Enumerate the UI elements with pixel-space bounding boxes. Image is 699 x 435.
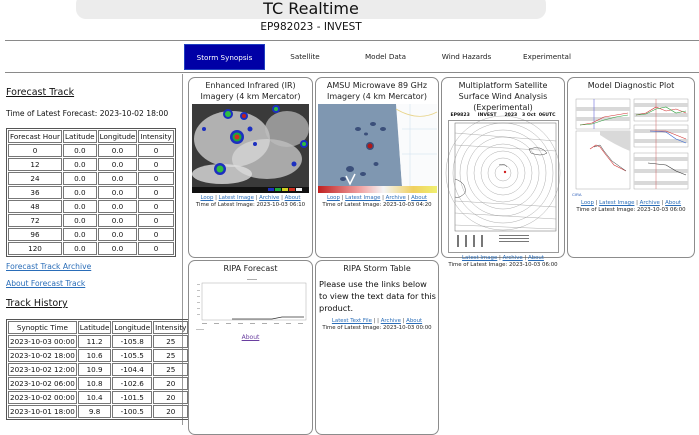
- cell: 2023-10-02 00:00: [10, 393, 75, 402]
- table-row: [8, 349, 188, 362]
- column-header: Latitude: [79, 323, 110, 332]
- cell: 20: [153, 405, 188, 418]
- cell: 0.0: [63, 172, 97, 185]
- tab-experimental[interactable]: Experimental: [523, 52, 571, 61]
- about-link[interactable]: About: [406, 318, 423, 324]
- card-links: Loop | Latest Image | Archive | About: [326, 195, 428, 201]
- cell: 0: [138, 144, 173, 157]
- nav-top-divider: [5, 40, 699, 41]
- cell: -102.6: [112, 377, 152, 390]
- microwave-satellite-image[interactable]: [318, 104, 437, 193]
- ripa-storm-table-card: [315, 260, 439, 435]
- column-header: Intensity: [140, 132, 172, 141]
- column-header: Latitude: [65, 132, 95, 141]
- about-link[interactable]: About: [665, 200, 682, 206]
- cell: 10.9: [78, 363, 112, 376]
- latest-image-time: Time of Latest Image: 2023-10-03 06:00: [576, 207, 686, 213]
- site-title: TC Realtime: [76, 0, 546, 19]
- table-row: [8, 214, 174, 227]
- table-row: [8, 363, 188, 376]
- cell: 0.0: [98, 200, 138, 213]
- cell: 0: [138, 200, 173, 213]
- cell: 0.0: [98, 172, 138, 185]
- latest-image-time: Time of Latest Image: 2023-10-03 06:10: [195, 202, 306, 208]
- forecast-time: Time of Latest Forecast: 2023-10-02 18:00: [6, 109, 169, 118]
- table-row: [8, 158, 174, 171]
- about-link[interactable]: About: [411, 195, 428, 201]
- about-link[interactable]: About: [284, 195, 301, 201]
- archive-link[interactable]: Archive: [639, 200, 660, 206]
- cell: 20: [153, 391, 188, 404]
- card-title: Enhanced Infrared (IR) Imagery (4 km Mercator): [200, 81, 301, 101]
- cell: 0.0: [63, 186, 97, 199]
- main-nav: [184, 44, 587, 70]
- track-history-heading: Track History: [6, 298, 68, 309]
- cell: 11.2: [78, 335, 112, 348]
- card-links: Loop | Latest Image | Archive | About: [580, 200, 682, 206]
- table-row: [8, 172, 174, 185]
- track-history-table: [6, 319, 190, 420]
- cell: 96: [8, 228, 62, 241]
- model-diagnostic-image[interactable]: [570, 95, 692, 198]
- loop-link[interactable]: Loop: [326, 195, 340, 201]
- archive-link[interactable]: Archive: [385, 195, 406, 201]
- latest-image-link[interactable]: Latest Image: [599, 200, 635, 206]
- microwave-imagery-card: [315, 77, 439, 258]
- cell: 36: [8, 186, 62, 199]
- ir-satellite-image[interactable]: [192, 104, 309, 193]
- cell: 48: [8, 200, 62, 213]
- cell: 0: [138, 158, 173, 171]
- cell: 10.6: [78, 349, 112, 362]
- cell: 24: [8, 172, 62, 185]
- cell: 2023-10-02 06:00: [10, 379, 75, 388]
- loop-link[interactable]: Loop: [580, 200, 594, 206]
- cell: 0.0: [63, 214, 97, 227]
- latest-image-link[interactable]: Latest Image: [462, 255, 498, 261]
- cell: 12: [8, 158, 62, 171]
- tab-model-data[interactable]: Model Data: [364, 52, 407, 61]
- cell: 25: [153, 363, 188, 376]
- table-header-row: [8, 130, 174, 143]
- cell: 0.0: [98, 242, 138, 255]
- about-forecast-track-link[interactable]: About Forecast Track: [6, 279, 86, 288]
- cell: 72: [8, 214, 62, 227]
- cell: 0: [138, 172, 173, 185]
- cell: 0.0: [63, 228, 97, 241]
- cell: 120: [8, 242, 62, 255]
- column-header: Longitude: [99, 132, 136, 141]
- storm-id-title: EP982023 - INVEST: [260, 21, 362, 33]
- cell: 2023-10-03 00:00: [10, 337, 75, 346]
- cell: 0.0: [63, 144, 97, 157]
- cell: 0.0: [63, 242, 97, 255]
- table-row: [8, 186, 174, 199]
- latest-image-time: Time of Latest Image: 2023-10-03 00:00: [322, 325, 432, 331]
- table-row: [8, 228, 174, 241]
- cell: -100.5: [112, 405, 152, 418]
- cell: 10.4: [78, 391, 112, 404]
- wind-analysis-card: [441, 77, 565, 268]
- card-links: [189, 334, 312, 341]
- ir-imagery-card: [188, 77, 313, 258]
- cell: 2023-10-02 18:00: [10, 351, 75, 360]
- cell: 10.8: [78, 377, 112, 390]
- about-link[interactable]: About: [528, 255, 544, 261]
- column-header: Intensity: [155, 323, 187, 332]
- tab-wind-hazards[interactable]: Wind Hazards: [441, 52, 492, 61]
- forecast-track-archive-link[interactable]: Forecast Track Archive: [6, 262, 92, 271]
- svg-text:CIRA: CIRA: [572, 192, 582, 197]
- cell: 0.0: [63, 158, 97, 171]
- cell: 0.0: [98, 186, 138, 199]
- cell: 0.0: [98, 228, 138, 241]
- archive-link[interactable]: Archive: [259, 195, 280, 201]
- model-diagnostic-card: [567, 77, 695, 258]
- cell: 0: [138, 186, 173, 199]
- cell: 0: [138, 214, 173, 227]
- cell: 0: [138, 228, 173, 241]
- table-row: [8, 200, 174, 213]
- cell: 2023-10-02 12:00: [10, 365, 75, 374]
- about-link[interactable]: About: [241, 334, 260, 341]
- ripa-forecast-card: [188, 260, 313, 435]
- card-links: Loop | Latest Image | Archive | About: [200, 195, 301, 201]
- cell: 0.0: [98, 158, 138, 171]
- card-title: AMSU Microwave 89 GHz Imagery (4 km Mercator): [326, 81, 428, 101]
- latest-image-link[interactable]: Latest Image: [345, 195, 381, 201]
- wind-analysis-image[interactable]: [448, 120, 559, 253]
- latest-text-file-link[interactable]: Latest Text File: [331, 318, 372, 324]
- tab-storm-synopsis[interactable]: Storm Synopsis: [184, 44, 265, 70]
- table-header-row: [8, 321, 188, 334]
- cell: 0: [138, 242, 173, 255]
- latest-image-link[interactable]: Latest Image: [218, 195, 254, 201]
- card-links: Latest Image | Archive | About: [462, 255, 544, 261]
- column-header: Longitude: [114, 323, 151, 332]
- table-row: [8, 144, 174, 157]
- loop-link[interactable]: Loop: [200, 195, 214, 201]
- column-header: Synoptic Time: [8, 321, 77, 334]
- archive-link[interactable]: Archive: [380, 318, 401, 324]
- nav-bottom-divider: [5, 72, 699, 73]
- cell: -104.4: [112, 363, 152, 376]
- cell: -105.5: [112, 349, 152, 362]
- cell: -105.8: [112, 335, 152, 348]
- cell: -101.5: [112, 391, 152, 404]
- table-row: [8, 405, 188, 418]
- forecast-track-heading: Forecast Track: [6, 87, 75, 98]
- table-row: [8, 391, 188, 404]
- table-row: [8, 377, 188, 390]
- latest-image-time: Time of Latest Image: 2023-10-03 04:20: [322, 202, 432, 208]
- card-links: Latest Text File | | Archive | About: [331, 318, 423, 324]
- cell: 25: [153, 335, 188, 348]
- cell: 20: [153, 377, 188, 390]
- cell: 0.0: [98, 144, 138, 157]
- latest-image-time: Time of Latest Image: 2023-10-03 06:00: [448, 262, 558, 268]
- card-description: Please use the links below to view the text data for this product.: [319, 279, 436, 313]
- card-title: Model Diagnostic Plot: [587, 81, 675, 90]
- cell: 2023-10-01 18:00: [10, 407, 75, 416]
- card-title: Multiplatform Satellite Surface Wind Analysis (Experimental): [458, 81, 548, 112]
- forecast-track-table: [6, 128, 176, 257]
- card-title: RIPA Forecast: [223, 264, 278, 273]
- table-row: [8, 335, 188, 348]
- archive-link[interactable]: Archive: [502, 255, 523, 261]
- cell: 0.0: [98, 214, 138, 227]
- cell: 0: [8, 144, 62, 157]
- cell: 25: [153, 349, 188, 362]
- cell: 0.0: [63, 200, 97, 213]
- ripa-forecast-chart[interactable]: [192, 278, 310, 332]
- tab-satellite[interactable]: Satellite: [290, 52, 320, 61]
- table-row: [8, 242, 174, 255]
- cell: 9.8: [78, 405, 112, 418]
- column-header: Forecast Hour: [10, 132, 61, 141]
- wind-image-header: EP9823 INVEST 2023 3 Oct 06UTC: [450, 113, 556, 118]
- card-title: RIPA Storm Table: [343, 264, 411, 273]
